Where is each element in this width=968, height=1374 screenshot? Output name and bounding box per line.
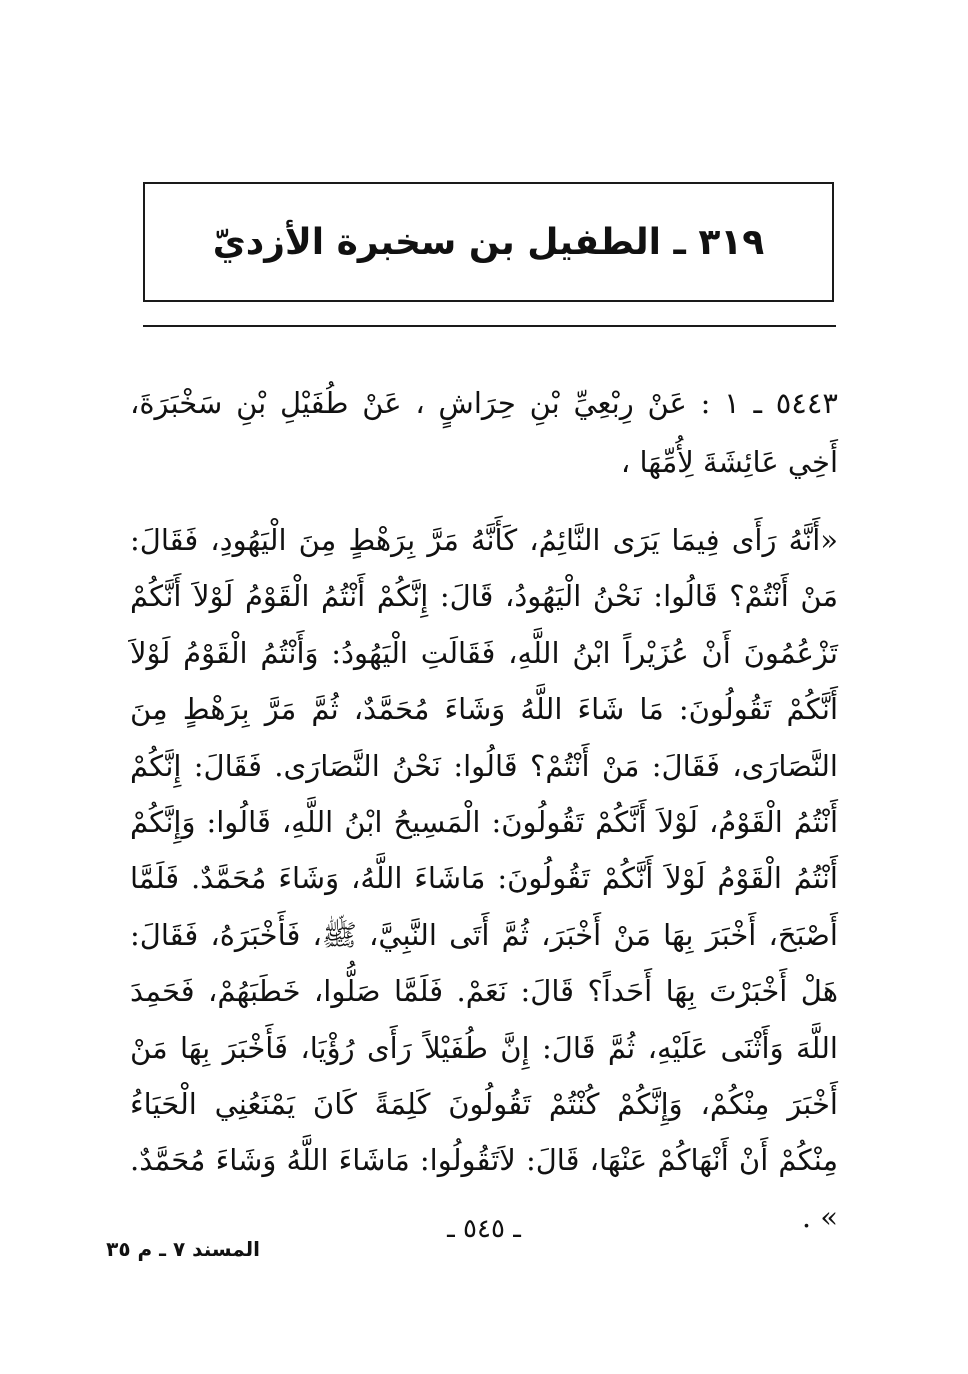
title-divider — [143, 325, 836, 327]
volume-signature: المسند ٧ ـ م ٣٥ — [106, 1237, 260, 1261]
page-number: ـ ٥٤٥ ـ — [447, 1214, 521, 1244]
hadith-text: «أَنَّهُ رَأَى فِيمَا يَرَى النَّائِمُ، كَأَنَّهُ مَرَّ بِرَهْطٍ مِنَ الْيَهُودِ، فَقَالَ: مَنْ أَنْتُمْ؟ قَالُوا: نَحْنُ الْيَهُودُ، قَالَ: إِنَّكُمْ أَنْتُمُ الْقَوْمُ لَوْلاَ أَنَّكُمْ تَزْعُمُونَ أَنْ عُزَيْراً ابْنُ اللَّهِ، فَقَالَتِ الْيَهُودُ: وَأَنْتُمُ الْقَوْمُ لَوْلاَ أَنَّكُمْ تَقُولُونَ: مَا شَاءَ اللَّهُ وَشَاءَ مُحَمَّدٌ، ثُمَّ مَرَّ بِرَهْطٍ مِنَ النَّصَارَى، فَقَالَ: مَنْ أَنْتُمْ؟ قَالُوا: نَحْنُ النَّصَارَى. فَقَالَ: إِنَّكُمْ أَنْتُمُ الْقَوْمُ، لَوْلاَ أَنَّكُمْ تَقُولُونَ: الْمَسِيحُ ابْنُ اللَّهِ، قَالُوا: وَإِنَّكُمْ أَنْتُمُ الْقَوْمُ لَوْلاَ أَنَّكُمْ تَقُولُونَ: مَاشَاءَ اللَّهُ، وَشَاءَ مُحَمَّدٌ. فَلَمَّا أَصْبَحَ، أَخْبَرَ بِهَا مَنْ أَخْبَرَ، ثُمَّ أَتَى النَّبِيَّ، ﷺ، فَأَخْبَرَهُ، فَقَالَ: هَلْ أَخْبَرْتَ بِهَا أَحَداً؟ قَالَ: نَعَمْ. فَلَمَّا صَلُّوا، خَطَبَهُمْ، فَحَمِدَ اللَّهَ وَأَثْنَى عَلَيْهِ، ثُمَّ قَالَ: إِنَّ طُفَيْلاً رَأَى رُؤْيَا، فَأَخْبَرَ بِهَا مَنْ أَخْبَرَ مِنْكُمْ، وَإِنَّكُمْ كُنْتُمْ تَقُولُونَ كَلِمَةً كَانَ يَمْنَعُنِي الْحَيَاءُ مِنْكُمْ أَنْ أَنْهَاكُمْ عَنْهَا، قَالَ: لاَتَقُولُوا: مَاشَاءَ اللَّهُ وَشَاءَ مُحَمَّدٌ. » . — [130, 523, 838, 1234]
chapter-title-box — [143, 182, 834, 302]
hadith-chain: ٥٤٤٣ ـ ١ : عَنْ رِبْعِيِّ بْنِ حِرَاشٍ ، عَنْ طُفَيْلِ بْنِ سَخْبَرَةَ، أَخِي عَائِشَةَ لِأُمِّهَا ، — [130, 386, 838, 479]
chapter-title: ٣١٩ ـ الطفيل بن سخبرة الأزديّ — [212, 221, 765, 263]
